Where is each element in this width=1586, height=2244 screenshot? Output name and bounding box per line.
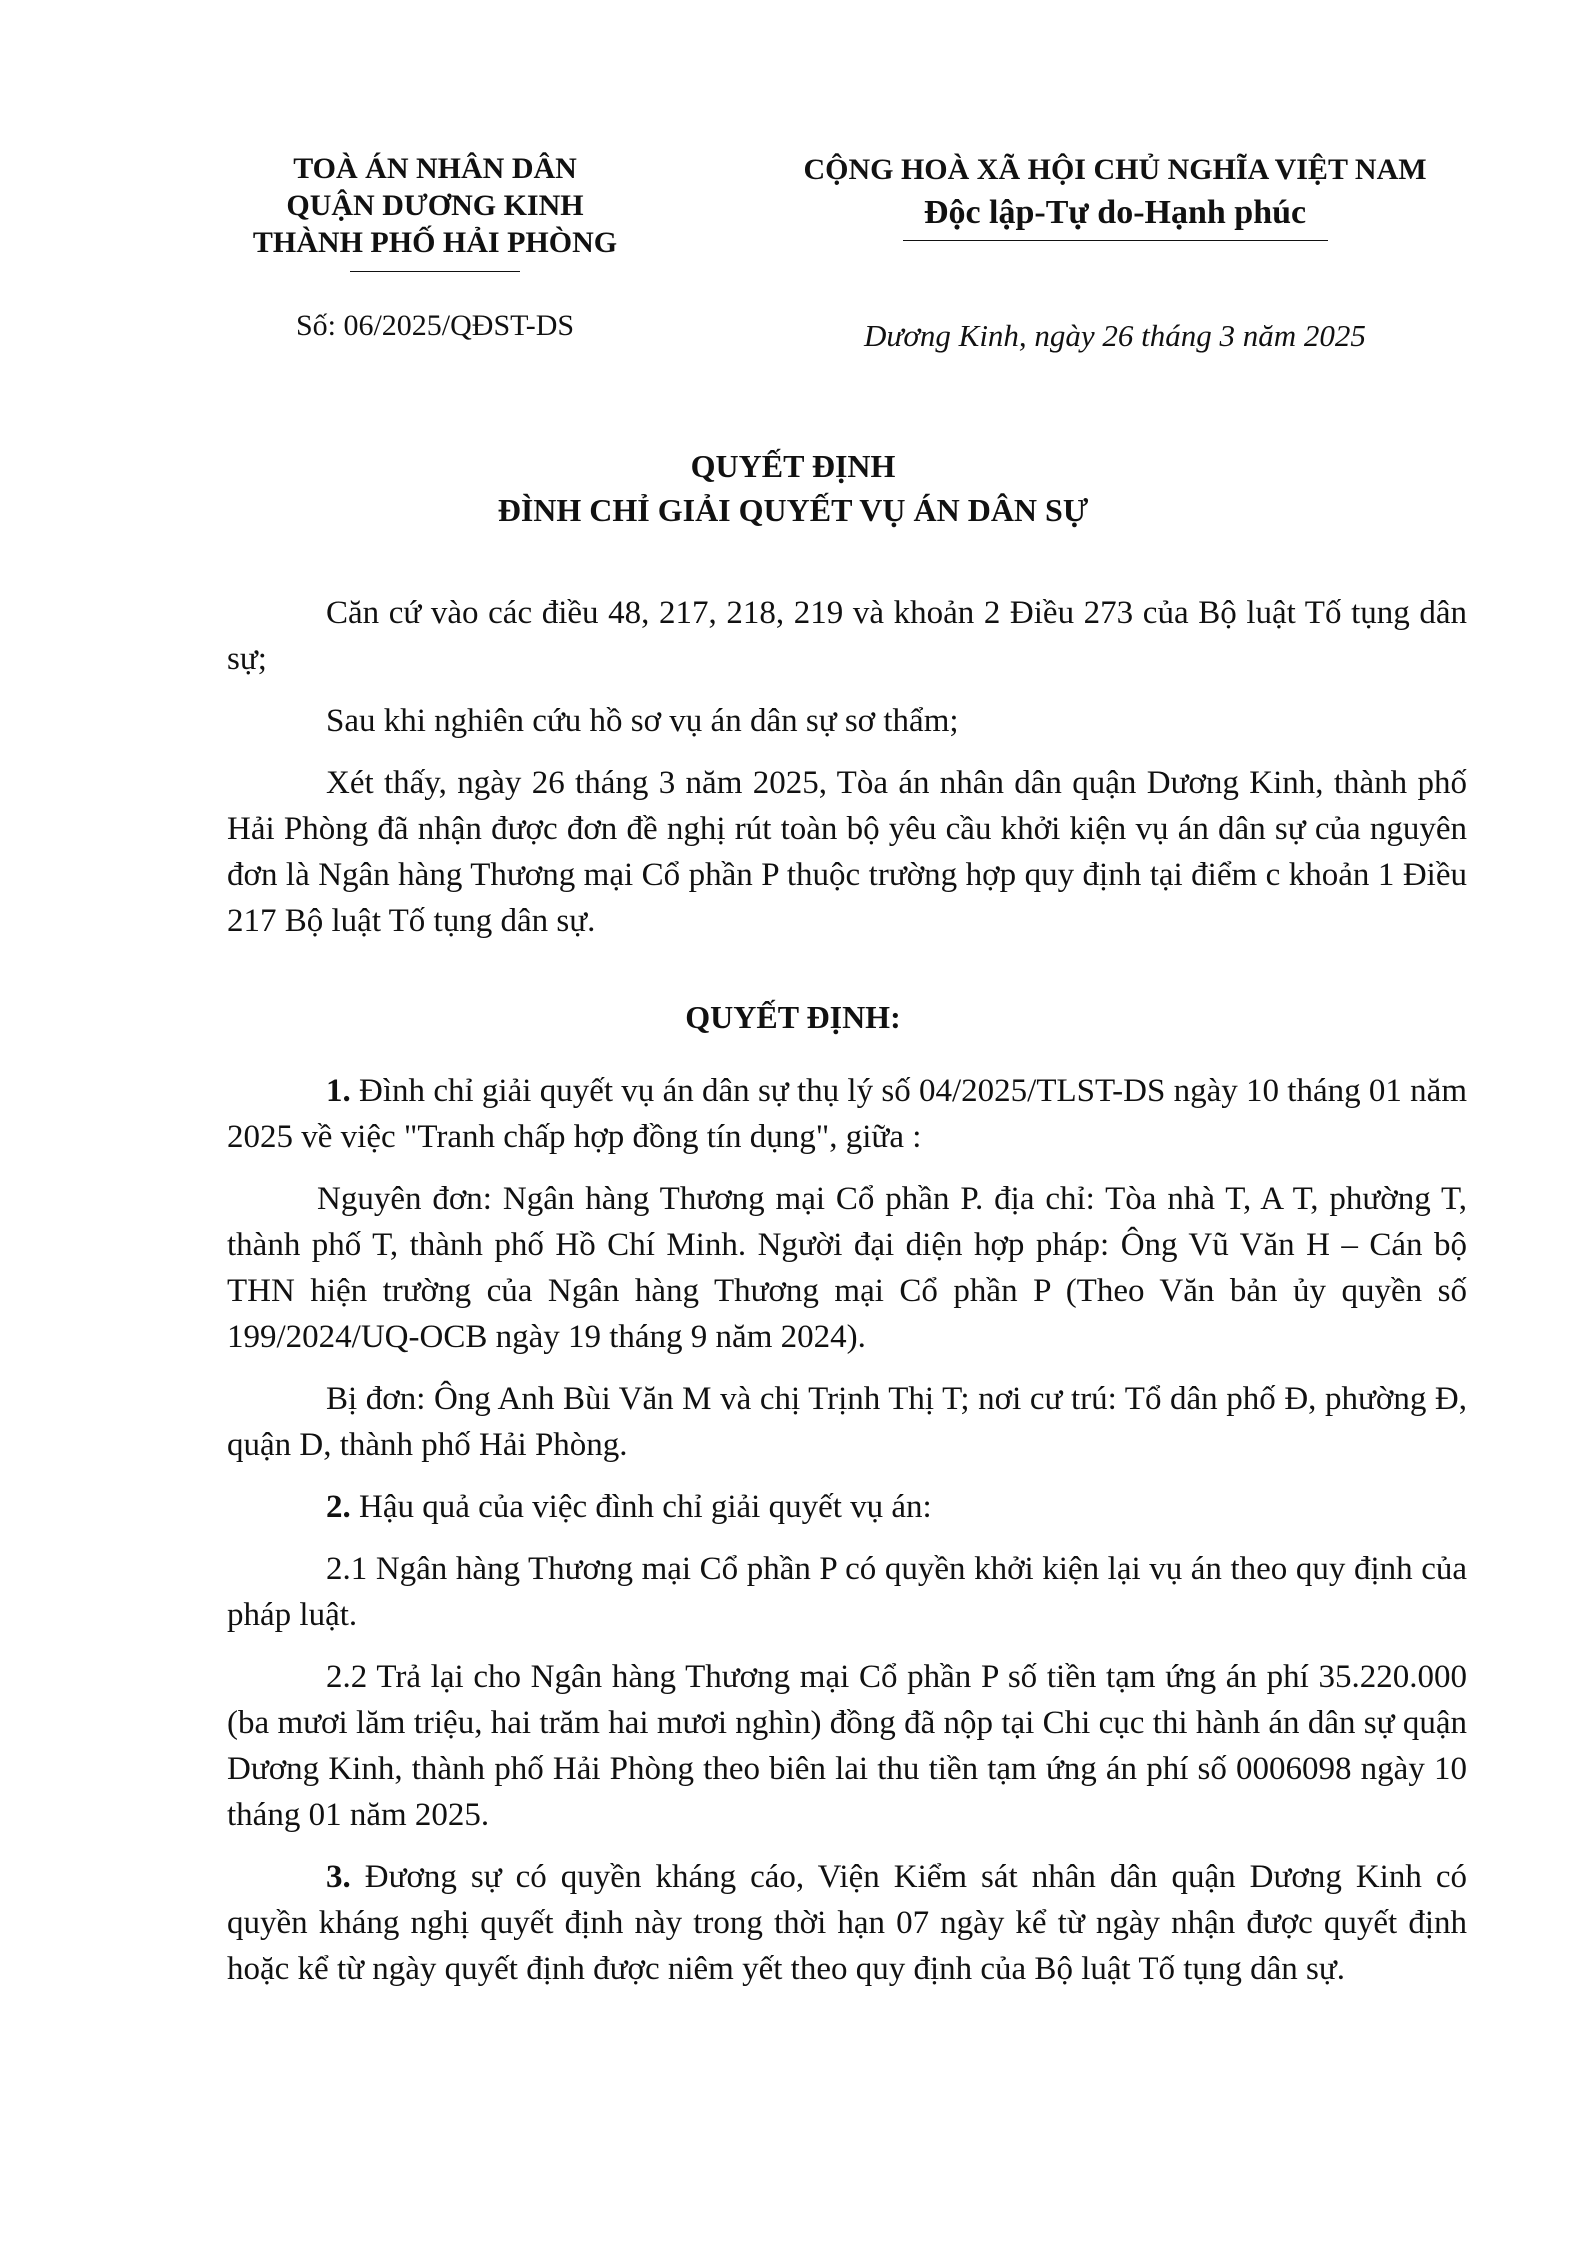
decision-heading: QUYẾT ĐỊNH: (685, 999, 901, 1035)
nation-motto: Độc lập-Tự do-Hạnh phúc (923, 194, 1307, 231)
court-name-line2: QUẬN DƯƠNG KINH (286, 189, 584, 222)
document-title: QUYẾT ĐỊNH (690, 448, 896, 484)
defendant-paragraph: Bị đơn: Ông Anh Bùi Văn M và chị Trịnh Thị T; nơi cư trú: Tổ dân phố Đ, phường Đ, quận D, thành phố Hải Phòng. (227, 1381, 1467, 1463)
document-subtitle: ĐÌNH CHỈ GIẢI QUYẾT VỤ ÁN DÂN SỰ (497, 492, 1089, 528)
review-paragraph: Sau khi nghiên cứu hồ sơ vụ án dân sự sơ thẩm; (326, 703, 959, 739)
item-2-number: 2. (326, 1489, 351, 1525)
item-1 (227, 1068, 1467, 1160)
item-1-number: 1. (326, 1073, 351, 1109)
motto-rule (903, 240, 1328, 241)
place-date: Dương Kinh, ngày 26 tháng 3 năm 2025 (864, 318, 1366, 353)
preamble (227, 590, 1467, 944)
nation-name: CỘNG HOÀ XÃ HỘI CHỦ NGHĨA VIỆT NAM (803, 153, 1427, 186)
item-1-text: Đình chỉ giải quyết vụ án dân sự thụ lý số 04/2025/TLST-DS ngày 10 tháng 01 năm 2025 về việc "Tranh chấp hợp đồng tín dụng", giữa : (227, 1073, 1467, 1155)
item-2-1: 2.1 Ngân hàng Thương mại Cổ phần P có quyền khởi kiện lại vụ án theo quy định của pháp luật. (227, 1551, 1467, 1633)
item-2-text: Hậu quả của việc đình chỉ giải quyết vụ án: (350, 1489, 932, 1525)
item-3 (227, 1854, 1467, 1992)
decision-items (227, 1068, 1467, 1992)
decision-number: Số: 06/2025/QĐST-DS (295, 309, 575, 342)
item-2 (227, 1484, 1467, 1530)
plaintiff-paragraph: Nguyên đơn: Ngân hàng Thương mại Cổ phần P. địa chỉ: Tòa nhà T, A T, phường T, thành phố T, thành phố Hồ Chí Minh. Người đại diện hợp pháp: Ông Vũ Văn H – Cán bộ THN hiện trường của Ngân hàng Thương mại Cổ phần P (Theo Văn bản ủy quyền số 199/2024/UQ-OCB ngày 19 tháng 9 năm 2024). (227, 1181, 1467, 1355)
nation-header (755, 150, 1475, 241)
court-header (200, 150, 670, 272)
item-3-text: Đương sự có quyền kháng cáo, Viện Kiểm sát nhân dân quận Dương Kinh có quyền kháng nghị quyết định này trong thời hạn 07 ngày kể từ ngày nhận được quyết định hoặc kể từ ngày quyết định được niêm yết theo quy định của Bộ luật Tố tụng dân sự. (227, 1859, 1467, 1987)
item-2-2: 2.2 Trả lại cho Ngân hàng Thương mại Cổ phần P số tiền tạm ứng án phí 35.220.000 (ba mươi lăm triệu, hai trăm hai mươi nghìn) đồng đã nộp tại Chi cục thi hành án dân sự quận Dương Kinh, thành phố Hải Phòng theo biên lai thu tiền tạm ứng án phí số 0006098 ngày 10 tháng 01 năm 2025. (227, 1659, 1467, 1833)
considering-paragraph: Xét thấy, ngày 26 tháng 3 năm 2025, Tòa án nhân dân quận Dương Kinh, thành phố Hải Phòng đã nhận được đơn đề nghị rút toàn bộ yêu cầu khởi kiện vụ án dân sự của nguyên đơn là Ngân hàng Thương mại Cổ phần P thuộc trường hợp quy định tại điểm c khoản 1 Điều 217 Bộ luật Tố tụng dân sự. (227, 765, 1467, 939)
court-name-line1: TOÀ ÁN NHÂN DÂN (293, 152, 577, 185)
court-name-line3: THÀNH PHỐ HẢI PHÒNG (252, 226, 618, 259)
item-3-number: 3. (326, 1859, 351, 1895)
legal-basis-paragraph: Căn cứ vào các điều 48, 217, 218, 219 và khoản 2 Điều 273 của Bộ luật Tố tụng dân sự; (227, 595, 1467, 677)
court-header-rule (350, 271, 520, 272)
